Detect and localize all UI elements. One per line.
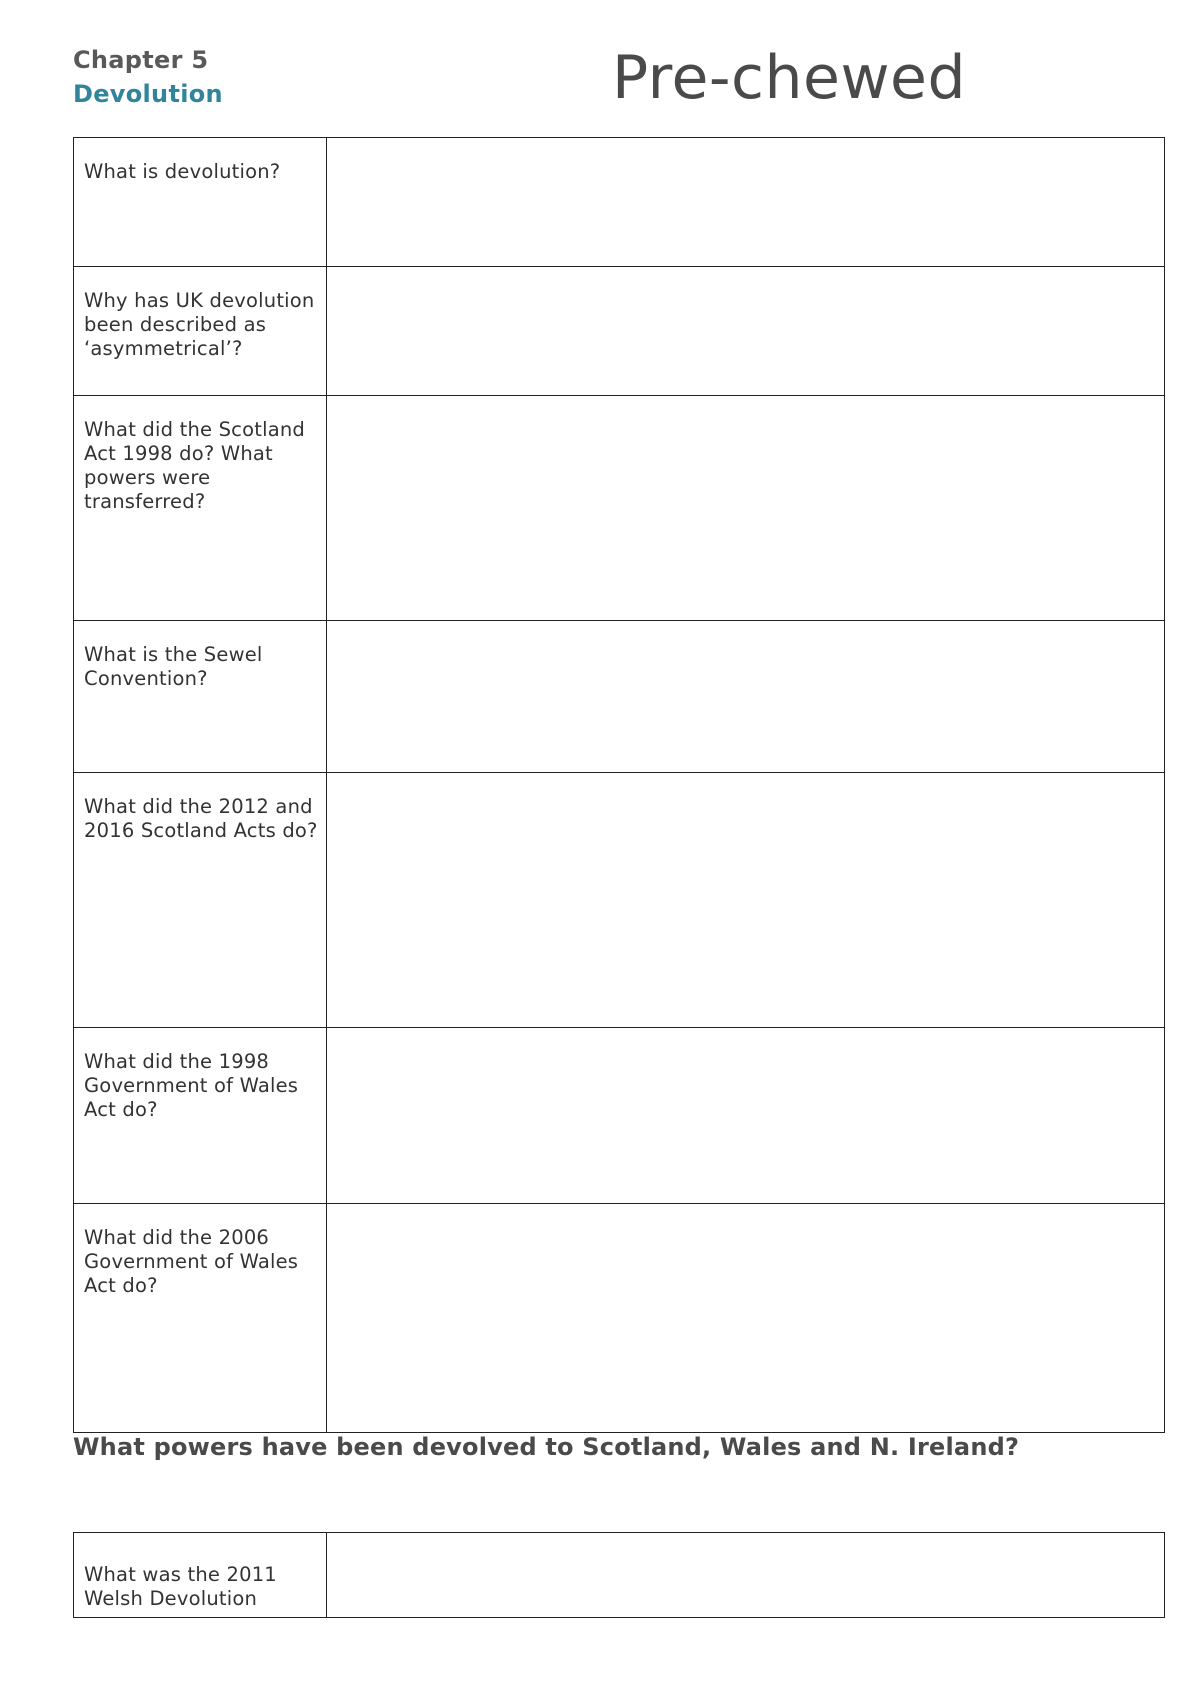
- question-cell: What did the 2006 Government of Wales Act do?: [74, 1204, 327, 1433]
- question-table-bottom: [73, 1532, 1165, 1618]
- table-row: [74, 396, 1165, 621]
- question-cell: What did the 2012 and 2016 Scotland Acts do?: [74, 773, 327, 1028]
- subject-label: Devolution: [73, 80, 223, 108]
- answer-cell[interactable]: [327, 138, 1165, 267]
- answer-cell[interactable]: [327, 1028, 1165, 1204]
- table-row: [74, 1028, 1165, 1204]
- table-row: [74, 267, 1165, 396]
- answer-cell[interactable]: [327, 267, 1165, 396]
- answer-cell[interactable]: [327, 773, 1165, 1028]
- table-row: [74, 621, 1165, 773]
- question-cell: What was the 2011 Welsh Devolution: [74, 1533, 327, 1618]
- answer-cell[interactable]: [327, 621, 1165, 773]
- answer-cell[interactable]: [327, 1204, 1165, 1433]
- table-row: [74, 773, 1165, 1028]
- answer-cell[interactable]: [327, 396, 1165, 621]
- question-cell: What is devolution?: [74, 138, 327, 267]
- question-cell: What did the 1998 Government of Wales Act do?: [74, 1028, 327, 1204]
- table-row: [74, 138, 1165, 267]
- question-cell: What is the Sewel Convention?: [74, 621, 327, 773]
- table-row: [74, 1533, 1165, 1618]
- question-table: [73, 137, 1165, 1433]
- question-cell: Why has UK devolution been described as ‘asymmetrical’?: [74, 267, 327, 396]
- table-row: [74, 1204, 1165, 1433]
- chapter-label: Chapter 5: [73, 46, 209, 74]
- page-title: Pre-chewed: [612, 43, 967, 113]
- question-cell: What did the Scotland Act 1998 do? What powers were transferred?: [74, 396, 327, 621]
- answer-cell[interactable]: [327, 1533, 1165, 1618]
- section-heading: What powers have been devolved to Scotland, Wales and N. Ireland?: [73, 1433, 1020, 1461]
